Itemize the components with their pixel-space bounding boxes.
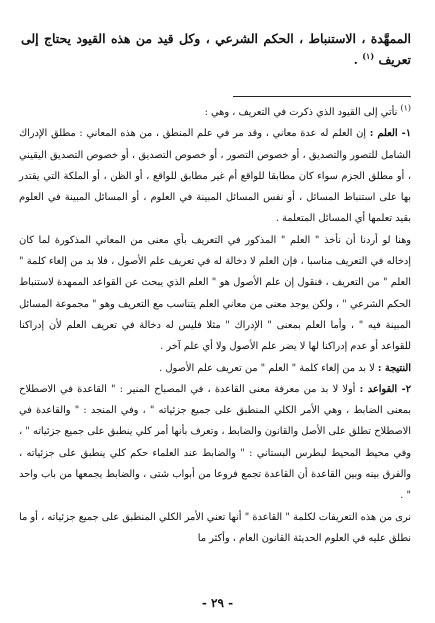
footnote-item-rules	[19, 379, 411, 507]
footnote-conclusion	[19, 358, 411, 379]
footnote-intro	[19, 102, 411, 123]
footnote-intro-text: نأتي إلى القيود الذي ذكرت في التعريف ، وهي :	[204, 107, 401, 118]
main-text-block	[21, 28, 411, 70]
item-knowledge-text: إن العلم له عدة معاني ، وقد مر في علم المنطق ، من هذه المعاني : مطلق الإدراك الشامل للتصور والتصديق ، أو خصوص التصور ، أو خصوص التصديق ، أو خصوص التصديق اليقيني ، أو مطلق الجزم سواء كان مطابقا للواقع أم غير مطابق للواقع ، أو الظن ، أو الملكة التي يقتدر بها على استنباط المسائل ، أو نفس المسائل المبينة في العلوم ، أو المسائل المبينة في العلوم بقيد تعلمها أي المسائل المتعلمة .	[19, 128, 411, 225]
footnote-item-knowledge	[19, 123, 411, 229]
item-rules-label: ٢- القواعد :	[359, 383, 411, 395]
page-number: - ٢٩ -	[201, 596, 234, 610]
main-paragraph	[21, 28, 411, 70]
conclusion-label: النتيجة :	[377, 362, 411, 374]
footnote-paragraph-2: وهنا لو أردنا أن نأخذ " العلم " المذكور في التعريف بأي معنى من المعاني المذكورة لما كان إدخاله في التعريف مناسبا ، فإن العلم لا دخالة له في تعريف علم الأصول ، فلا بد من إلغاء كلمة " العلم " من التعريف ، فنقول إن علم الأصول هو " العلم الذي يبحث عن القواعد الممهدة لاستنباط الحكم الشرعي " ، ولكن يوجد معنى من معاني العلم يتناسب مع التعريف وهو " مجموعة المسائل المبينة فيه " ، وأما العلم بمعنى " الإدراك " مثلا فليس له دخالة في تعريف العلم لأن إدراكنا للقواعد أو عدم إدراكنا لها لا يضر علم الأصول ولا أي علم آخر .	[19, 234, 411, 353]
item-rules-text: أولا لا بد من معرفة معنى القاعدة ، في المصباح المنير : " القاعدة في الاصطلاح بمعنى الضابط ، وهي الأمر الكلي المنطبق على جميع جزئياته " ، وفي المنجد : " والقاعدة في الاصطلاح تطلق على الأصل والقانون والضابط ، وتعرف بأنها أمر كلي ينطبق على جميع جزئياته " ، وفي محيط المحيط لبطرس البستاني : " والضابط عند العلماء حكم كلي ينطبق على جزئياته ، والفرق بينه وبين القاعدة أن القاعدة تجمع فروعا من أبواب شتى ، والضابط يجمعها من باب واحد " .	[19, 383, 411, 502]
main-paragraph-text: الممهَّدة ، الاستنباط ، الحكم الشرعي ، وكل قيد من هذه القيود يحتاج إلى تعريف	[21, 31, 411, 67]
footnote-separator	[233, 96, 411, 97]
footnote-marker: (١)	[400, 103, 411, 113]
footnote-reference: (١)	[362, 50, 375, 61]
item-knowledge-label: ١- العلم :	[369, 128, 411, 140]
conclusion-text: لا بد من إلغاء كلمة " العلم " من تعريف علم الأصول .	[159, 362, 378, 374]
footnotes-block	[19, 102, 411, 549]
footnote-paragraph-3: نرى من هذه التعريفات لكلمة " القاعدة " أنها تعني الأمر الكلي المنطبق على جميع جزئياته ، أو ما نطلق عليه في العلوم الحديثة القانون العام ، وأكثر ما	[19, 511, 411, 544]
main-paragraph-end: .	[353, 52, 363, 67]
